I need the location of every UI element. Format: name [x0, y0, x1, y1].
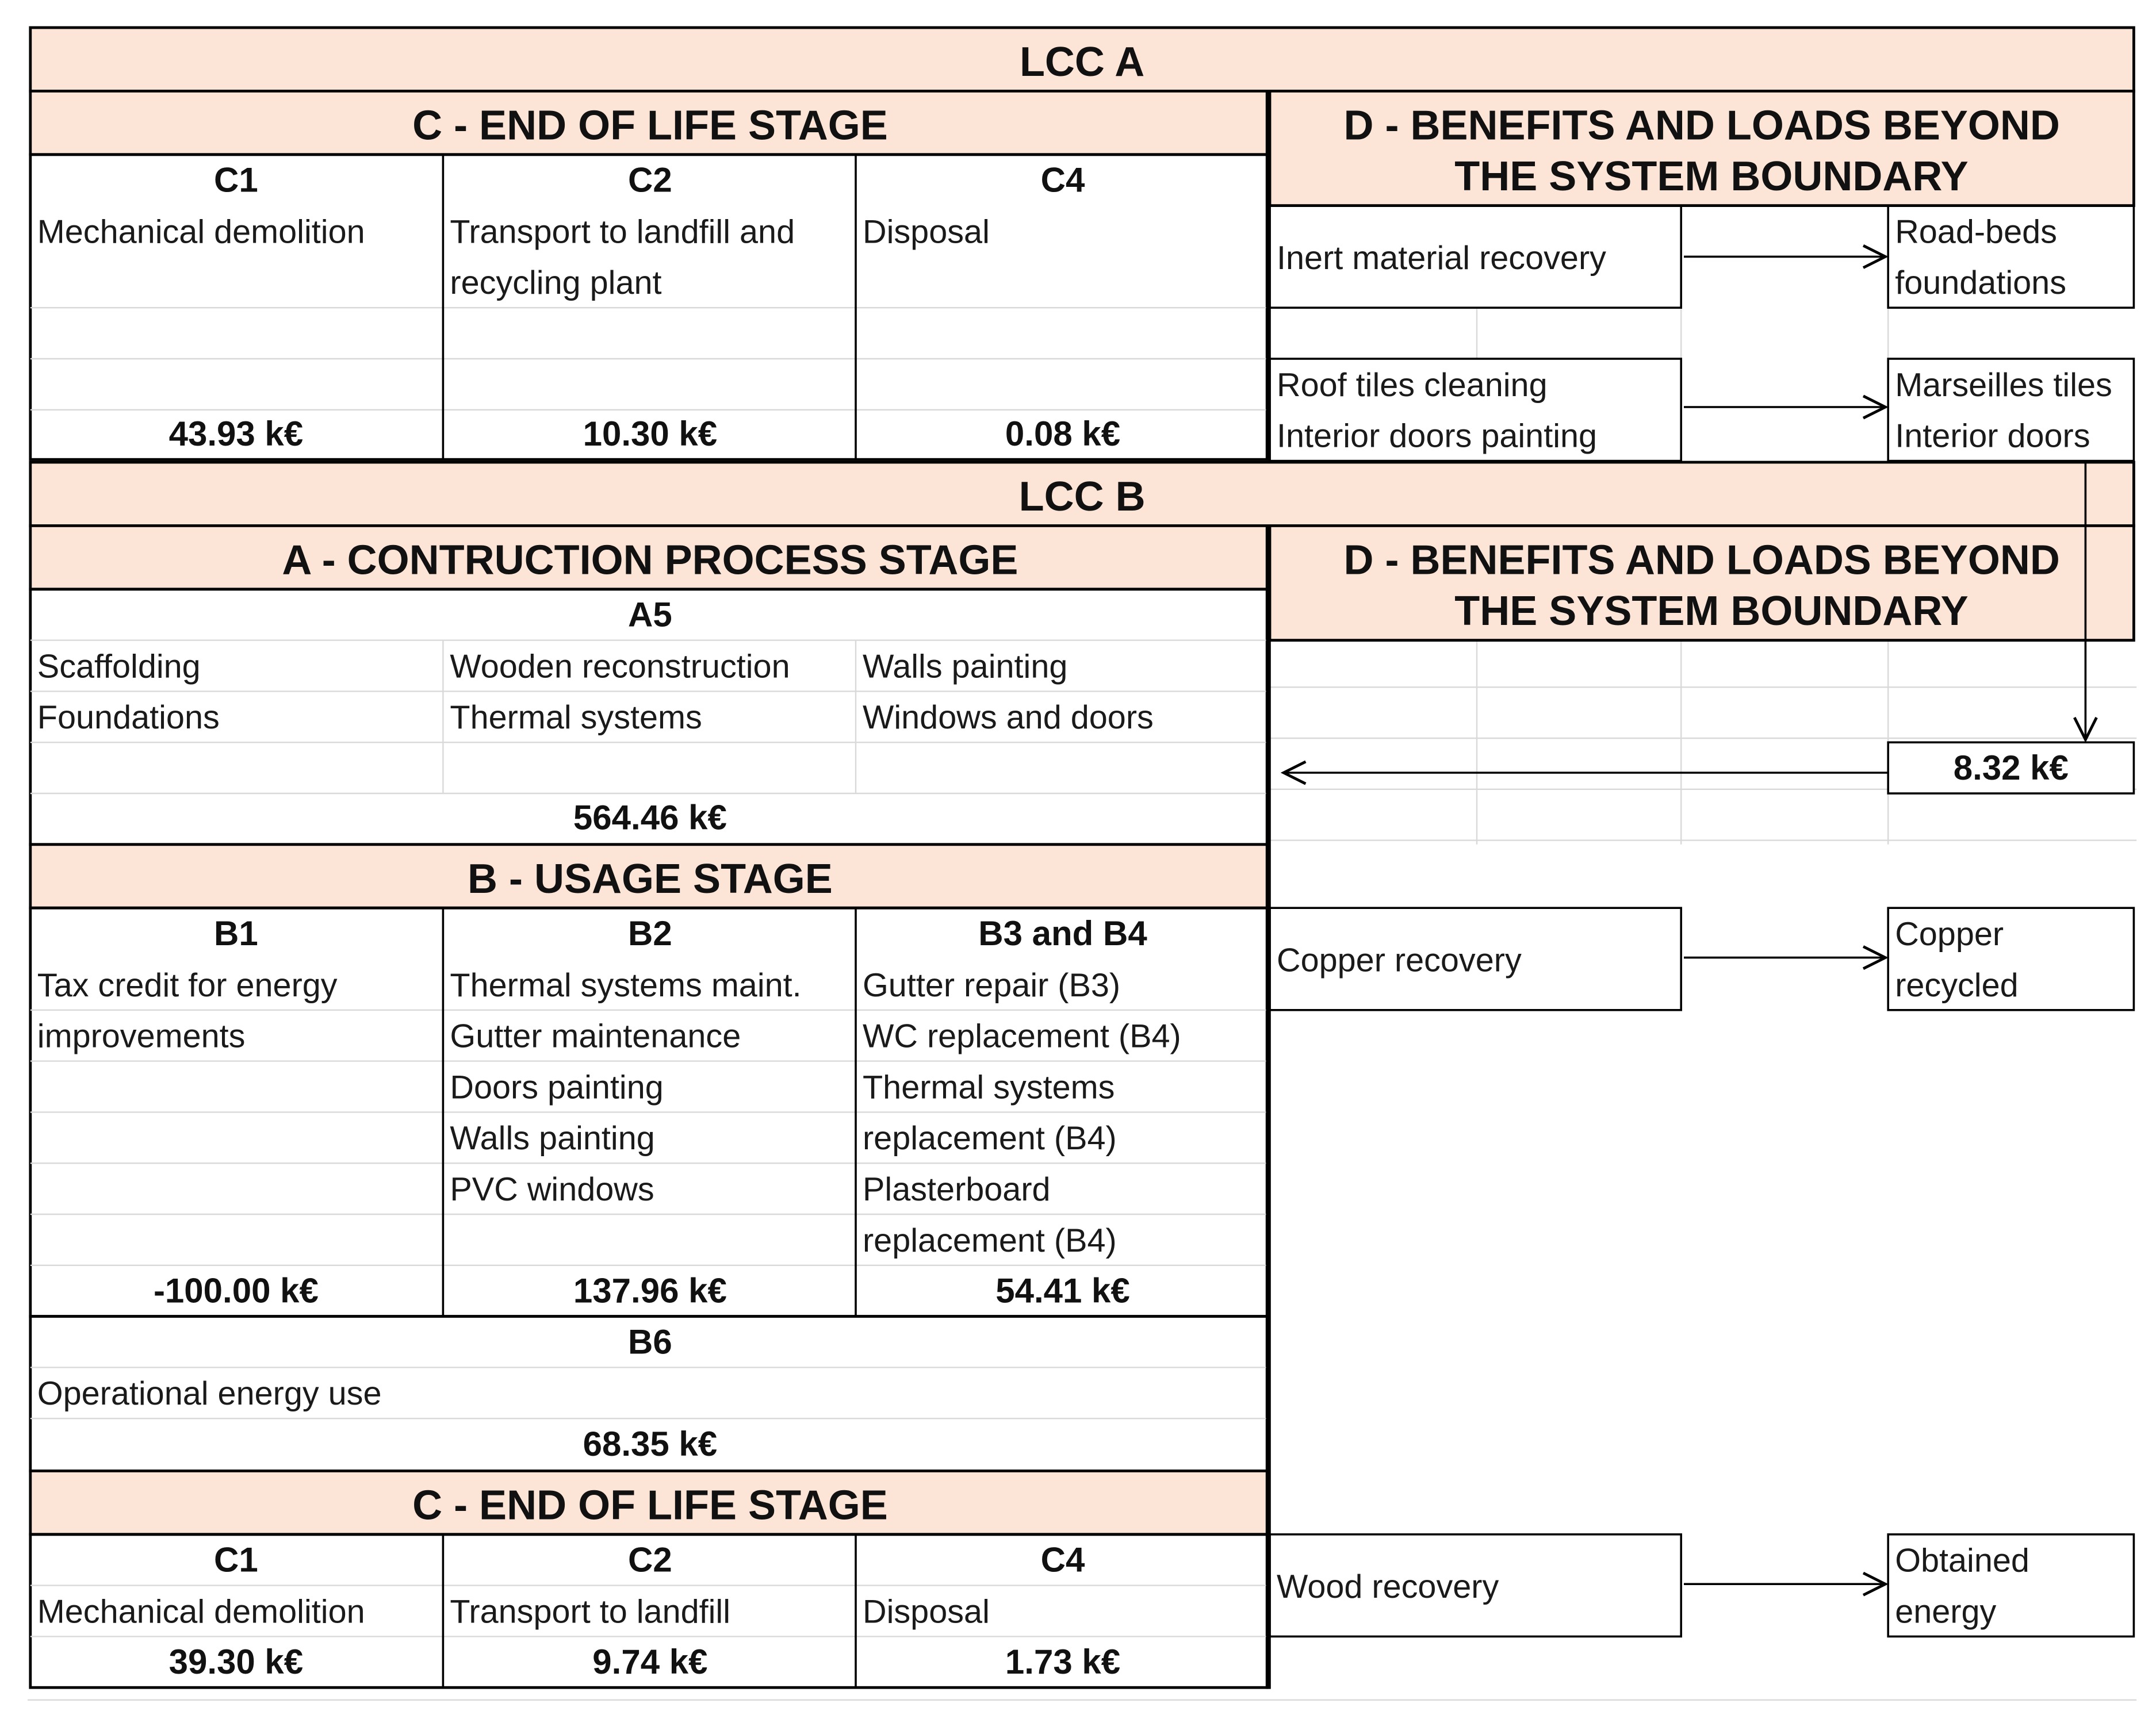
a5-item-scaffolding: Scaffolding [37, 648, 201, 685]
marseilles-text-2: Interior doors [1895, 417, 2090, 455]
a5-item-thermal: Thermal systems [450, 699, 702, 736]
a5-value: 564.46 k€ [573, 798, 727, 837]
a5-item-walls: Walls painting [863, 648, 1068, 685]
inert-recovery-text: Inert material recovery [1277, 240, 1606, 277]
b2-value: 137.96 k€ [573, 1271, 727, 1310]
b34-value: 54.41 k€ [995, 1271, 1130, 1310]
lcc-b-title: LCC B [1018, 474, 1146, 520]
lcc-a-c2-code: C2 [628, 160, 672, 200]
road-beds-text-1: Road-beds [1895, 213, 2057, 251]
lcc-b-c1-value: 39.30 k€ [169, 1643, 304, 1682]
b34-line-1: Gutter repair (B3) [863, 966, 1121, 1004]
lcc-b-c4-text: Disposal [863, 1593, 990, 1631]
lcc-a-c2-text-1: Transport to landfill and [450, 213, 795, 251]
a5-code: A5 [628, 595, 672, 634]
b2-line-3: Doors painting [450, 1069, 664, 1106]
obtained-energy-text-1: Obtained [1895, 1542, 2029, 1579]
lcc-a-c4-value: 0.08 k€ [1005, 415, 1121, 454]
lcc-b-c2-code: C2 [628, 1540, 672, 1579]
b-stage-title: B - USAGE STAGE [468, 856, 833, 902]
credit-value: 8.32 k€ [1953, 749, 2069, 787]
b6-value: 68.35 k€ [583, 1425, 718, 1463]
lcc-b-c4-value: 1.73 k€ [1005, 1643, 1121, 1682]
b2-line-1: Thermal systems maint. [450, 966, 802, 1004]
lcc-b-c1-text: Mechanical demolition [37, 1593, 365, 1631]
b2-line-2: Gutter maintenance [450, 1018, 741, 1055]
a5-item-foundations: Foundations [37, 699, 220, 736]
lcc-b-c2-value: 9.74 k€ [592, 1643, 708, 1682]
lcc-a-c4-code: C4 [1040, 160, 1085, 200]
b2-code: B2 [628, 914, 672, 953]
b1-value: -100.00 k€ [153, 1271, 319, 1310]
roof-tiles-text-2: Interior doors painting [1277, 417, 1598, 455]
lcc-a-d-stage-title-1: D - BENEFITS AND LOADS BEYOND [1343, 102, 2060, 149]
b34-code: B3 and B4 [978, 914, 1147, 953]
obtained-energy-text-2: energy [1895, 1593, 1997, 1631]
lcc-a-c4-text: Disposal [863, 213, 990, 251]
lcc-b-d-stage-title-1: D - BENEFITS AND LOADS BEYOND [1343, 537, 2060, 584]
lcc-a-c2-text-2: recycling plant [450, 264, 662, 302]
wood-recovery-text: Wood recovery [1277, 1568, 1499, 1606]
b1-code: B1 [214, 914, 258, 953]
b6-code: B6 [628, 1322, 672, 1361]
a-stage-title: A - CONTRUCTION PROCESS STAGE [282, 537, 1018, 584]
lcc-b-c1-code: C1 [214, 1540, 258, 1579]
lcc-b-c-stage-title: C - END OF LIFE STAGE [412, 1482, 888, 1529]
copper-recycled-text-1: Copper [1895, 916, 2004, 953]
a5-item-windows: Windows and doors [863, 699, 1154, 736]
lcc-a-c-stage-title: C - END OF LIFE STAGE [412, 102, 888, 149]
lcc-a-title: LCC A [1019, 39, 1145, 85]
lcc-a-c1-code: C1 [214, 160, 258, 200]
road-beds-text-2: foundations [1895, 264, 2067, 302]
b1-line-1: Tax credit for energy [37, 966, 338, 1004]
b34-line-5: Plasterboard [863, 1171, 1051, 1208]
lcc-b-d-stage-title-2: THE SYSTEM BOUNDARY [1454, 588, 1969, 635]
b2-line-4: Walls painting [450, 1120, 655, 1157]
b34-line-2: WC replacement (B4) [863, 1018, 1181, 1055]
b34-line-4: replacement (B4) [863, 1120, 1117, 1157]
lcc-a-c1-text: Mechanical demolition [37, 213, 365, 251]
copper-recycled-text-2: recycled [1895, 966, 2019, 1004]
roof-tiles-text-1: Roof tiles cleaning [1277, 366, 1548, 404]
copper-recovery-text: Copper recovery [1277, 942, 1522, 979]
b6-text: Operational energy use [37, 1375, 382, 1413]
b1-line-2: improvements [37, 1018, 246, 1055]
b34-line-6: replacement (B4) [863, 1222, 1117, 1259]
lcc-a-c1-value: 43.93 k€ [169, 415, 304, 454]
b2-line-5: PVC windows [450, 1171, 654, 1208]
lcc-b-c4-code: C4 [1040, 1540, 1085, 1579]
marseilles-text-1: Marseilles tiles [1895, 366, 2112, 404]
b34-line-3: Thermal systems [863, 1069, 1115, 1106]
a5-item-wooden: Wooden reconstruction [450, 648, 790, 685]
lcc-b-c2-text: Transport to landfill [450, 1593, 731, 1631]
lcc-a-c2-value: 10.30 k€ [583, 415, 718, 454]
lcc-a-d-stage-title-2: THE SYSTEM BOUNDARY [1454, 154, 1969, 200]
